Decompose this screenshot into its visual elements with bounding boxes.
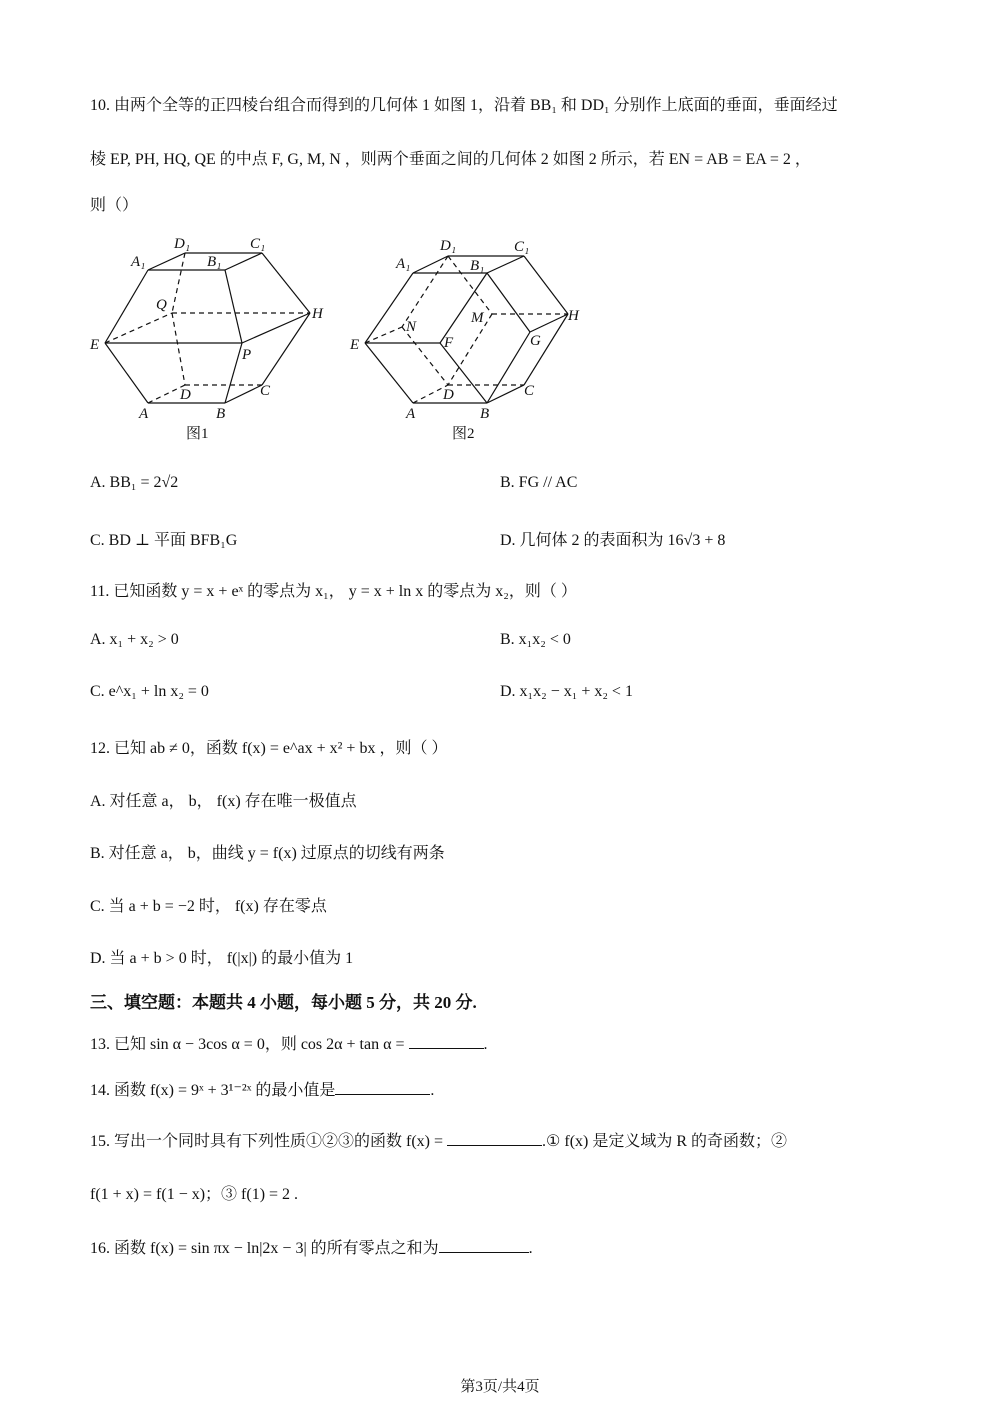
q10-stem-line2: 棱 EP, PH, HQ, QE 的中点 F, G, M, N ，则两个垂面之间的几何体 2 如图 2 所示，若 EN = AB = EA = 2 ， — [90, 151, 811, 168]
fig1-label-B: B — [216, 406, 226, 422]
q12-option-b: B. 对任意 a， b，曲线 y = f(x) 过原点的切线有两条 — [90, 845, 445, 862]
fig2-label-M: M — [471, 310, 484, 326]
fig2-label-E: E — [350, 337, 360, 353]
q12-option-d: D. 当 a + b > 0 时， f(|x|) 的最小值为 1 — [90, 950, 354, 967]
q16-end: . — [528, 1240, 533, 1257]
page-number: 第3页/共4页 — [460, 1379, 540, 1395]
fig2-label-H: H — [568, 308, 579, 324]
fig2-label-F: F — [444, 335, 454, 351]
fig2-label-B: B — [480, 406, 490, 422]
q13-answer-blank[interactable] — [409, 1034, 484, 1049]
fig2-label-N: N — [406, 319, 417, 335]
q15-line2: f(1 + x) = f(1 − x)；③ f(1) = 2 . — [90, 1186, 299, 1203]
figure-1-caption: 图1 — [186, 426, 209, 442]
fig2-label-A: A — [406, 406, 416, 422]
q16 — [90, 1235, 533, 1258]
q13-end: . — [483, 1036, 488, 1053]
fig1-label-D1: D₁ — [174, 236, 191, 252]
figure-1-diagram — [0, 0, 1000, 450]
fig1-label-C1: C₁ — [250, 236, 266, 252]
fig1-label-B1: B₁ — [207, 254, 222, 270]
q14 — [90, 1077, 434, 1100]
q13-stem: 13. 已知 sin α − 3cos α = 0，则 cos 2α + tan α = — [90, 1036, 409, 1053]
fig2-label-B1: B₁ — [470, 258, 485, 274]
q15-stem: 15. 写出一个同时具有下列性质①②③的函数 f(x) = — [90, 1133, 448, 1150]
figure-2-caption: 图2 — [452, 426, 475, 442]
fig1-label-H: H — [312, 306, 323, 322]
fig1-label-C: C — [260, 383, 271, 399]
q10-option-c: C. BD ⊥ 平面 BFB₁G — [90, 532, 238, 549]
fig1-label-D: D — [180, 387, 191, 403]
fig2-label-D: D — [443, 387, 454, 403]
q10-stem-line1: 10. 由两个全等的正四棱台组合而得到的几何体 1 如图 1，沿着 BB₁ 和 DD₁ 分别作上底面的垂面，垂面经过 — [90, 97, 838, 114]
q10-option-a: A. BB₁ = 2√2 — [90, 474, 179, 491]
fig1-label-Q: Q — [156, 297, 167, 313]
q10-stem-line3: 则（） — [90, 197, 139, 214]
q11-stem: 11. 已知函数 y = x + eˣ 的零点为 x₁， y = x + ln x 的零点为 x₂，则（ ） — [90, 583, 577, 600]
fig2-label-C: C — [524, 383, 535, 399]
fig1-label-A: A — [139, 406, 149, 422]
q12-option-a: A. 对任意 a， b， f(x) 存在唯一极值点 — [90, 793, 357, 810]
q11-option-d: D. x₁x₂ − x₁ + x₂ < 1 — [500, 683, 633, 700]
fig1-label-P: P — [242, 347, 252, 363]
q10-option-d: D. 几何体 2 的表面积为 16√3 + 8 — [500, 532, 726, 549]
q12-stem: 12. 已知 ab ≠ 0，函数 f(x) = e^ax + x² + bx ，则（ ） — [90, 740, 448, 757]
q11-option-b: B. x₁x₂ < 0 — [500, 631, 571, 648]
q16-answer-blank[interactable] — [439, 1238, 529, 1253]
fig2-label-D1: D₁ — [440, 238, 457, 254]
fig2-label-A1: A₁ — [396, 256, 411, 272]
section-3-heading: 三、填空题：本题共 4 小题，每小题 5 分，共 20 分. — [90, 993, 477, 1012]
q15-line1 — [90, 1128, 787, 1151]
q15-answer-blank[interactable] — [447, 1131, 542, 1146]
q13 — [90, 1031, 488, 1054]
fig1-label-E: E — [90, 337, 100, 353]
q10-option-b: B. FG // AC — [500, 474, 578, 491]
fig1-label-A1: A₁ — [131, 254, 146, 270]
q14-end: . — [430, 1082, 435, 1099]
fig2-label-G: G — [530, 333, 541, 349]
fig2-label-C1: C₁ — [514, 239, 530, 255]
q12-option-c: C. 当 a + b = −2 时， f(x) 存在零点 — [90, 898, 327, 915]
q14-stem: 14. 函数 f(x) = 9ˣ + 3¹⁻²ˣ 的最小值是 — [90, 1082, 336, 1099]
q15-conditions: .① f(x) 是定义域为 R 的奇函数；② — [542, 1133, 788, 1150]
q11-option-c: C. e^x₁ + ln x₂ = 0 — [90, 683, 209, 700]
q16-stem: 16. 函数 f(x) = sin πx − ln|2x − 3| 的所有零点之和为 — [90, 1240, 439, 1257]
q14-answer-blank[interactable] — [335, 1080, 430, 1095]
q11-option-a: A. x₁ + x₂ > 0 — [90, 631, 179, 648]
